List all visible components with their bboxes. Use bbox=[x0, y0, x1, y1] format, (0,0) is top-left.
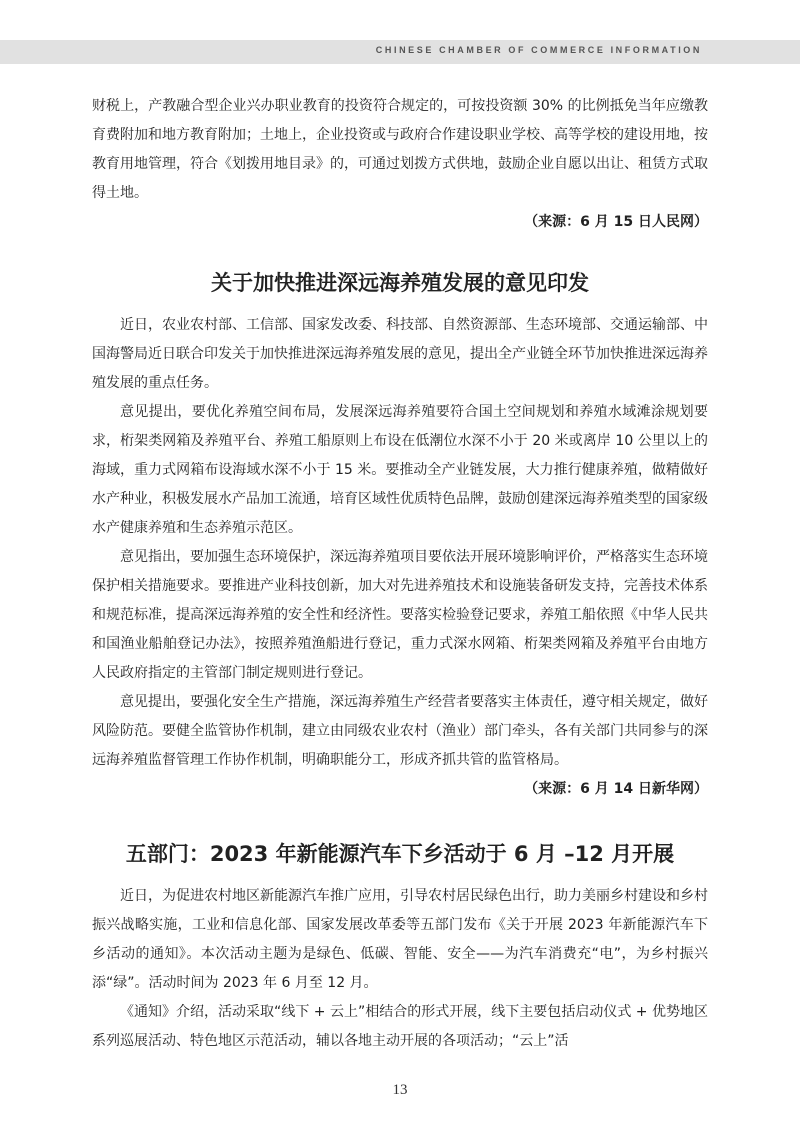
article2-paragraph: 近日，为促进农村地区新能源汽车推广应用，引导农村居民绿色出行，助力美丽乡村建设和乡村振兴战略实施，工业和信息化部、国家发展改革委等五部门发布《关于开展 2023 年新能源汽车下乡活动的通知》。本次活动主题为是绿色、低碳、智能、安全——为汽车消费充“电”，为乡村振兴添“绿”。活动时间为 2023 年 6 月至 12 月。 bbox=[92, 888, 708, 991]
article1-paragraph: 意见指出，要加强生态环境保护，深远海养殖项目要依法开展环境影响评价，严格落实生态环境保护相关措施要求。要推进产业科技创新，加大对先进养殖技术和设施装备研发支持，完善技术体系和规范标准，提高深远海养殖的安全性和经济性。要落实检验登记要求，养殖工船依照《中华人民共和国渔业船舶登记办法》，按照养殖渔船进行登记，重力式深水网箱、桁架类网箱及养殖平台由地方人民政府指定的主管部门制定规则进行登记。 bbox=[92, 549, 708, 681]
article1-paragraph: 近日，农业农村部、工信部、国家发改委、科技部、自然资源部、生态环境部、交通运输部、中国海警局近日联合印发关于加快推进深远海养殖发展的意见，提出全产业链全环节加快推进深远海养殖发展的重点任务。 bbox=[92, 317, 708, 391]
article2-title: 五部门：2023 年新能源汽车下乡活动于 6 月 –12 月开展 bbox=[125, 842, 675, 866]
article1-title: 关于加快推进深远海养殖发展的意见印发 bbox=[211, 271, 589, 295]
article2-paragraph: 《通知》介绍，活动采取“线下 + 云上”相结合的形式开展，线下主要包括启动仪式 + 优势地区系列巡展活动、特色地区示范活动，辅以各地主动开展的各项活动；“云上”活 bbox=[92, 1004, 708, 1049]
article1-paragraph: 意见提出，要强化安全生产措施，深远海养殖生产经营者要落实主体责任，遵守相关规定，做好风险防范。要健全监管协作机制，建立由同级农业农村（渔业）部门牵头，各有关部门共同参与的深远海养殖监督管理工作协作机制，明确职能分工，形成齐抓共管的监管格局。 bbox=[92, 694, 708, 768]
page-content bbox=[92, 92, 708, 1056]
publication-name: CHINESE CHAMBER OF COMMERCE INFORMATION bbox=[375, 45, 702, 55]
header-band bbox=[0, 40, 800, 64]
article1-paragraph: 意见提出，要优化养殖空间布局，发展深远海养殖要符合国土空间规划和养殖水域滩涂规划要求，桁架类网箱及养殖平台、养殖工船原则上布设在低潮位水深不小于 20 米或离岸 10 公里以上的海域，重力式网箱布设海域水深不小于 15 米。要推动全产业链发展，大力推行健康养殖，做精做好水产种业，积极发展水产品加工流通，培育区域性优质特色品牌，鼓励创建深远海养殖类型的国家级水产健康养殖和生态养殖示范区。 bbox=[92, 404, 708, 536]
page-number: 13 bbox=[392, 1082, 408, 1098]
article0-paragraph: 财税上，产教融合型企业兴办职业教育的投资符合规定的，可按投资额 30% 的比例抵免当年应缴教育费附加和地方教育附加；土地上，企业投资或与政府合作建设职业学校、高等学校的建设用地，按教育用地管理，符合《划拨用地目录》的，可通过划拨方式供地，鼓励企业自愿以出让、租赁方式取得土地。 bbox=[92, 98, 708, 201]
article0-source: （来源：6 月 15 日人民网） bbox=[524, 214, 708, 230]
article1-source: （来源：6 月 14 日新华网） bbox=[524, 781, 708, 797]
